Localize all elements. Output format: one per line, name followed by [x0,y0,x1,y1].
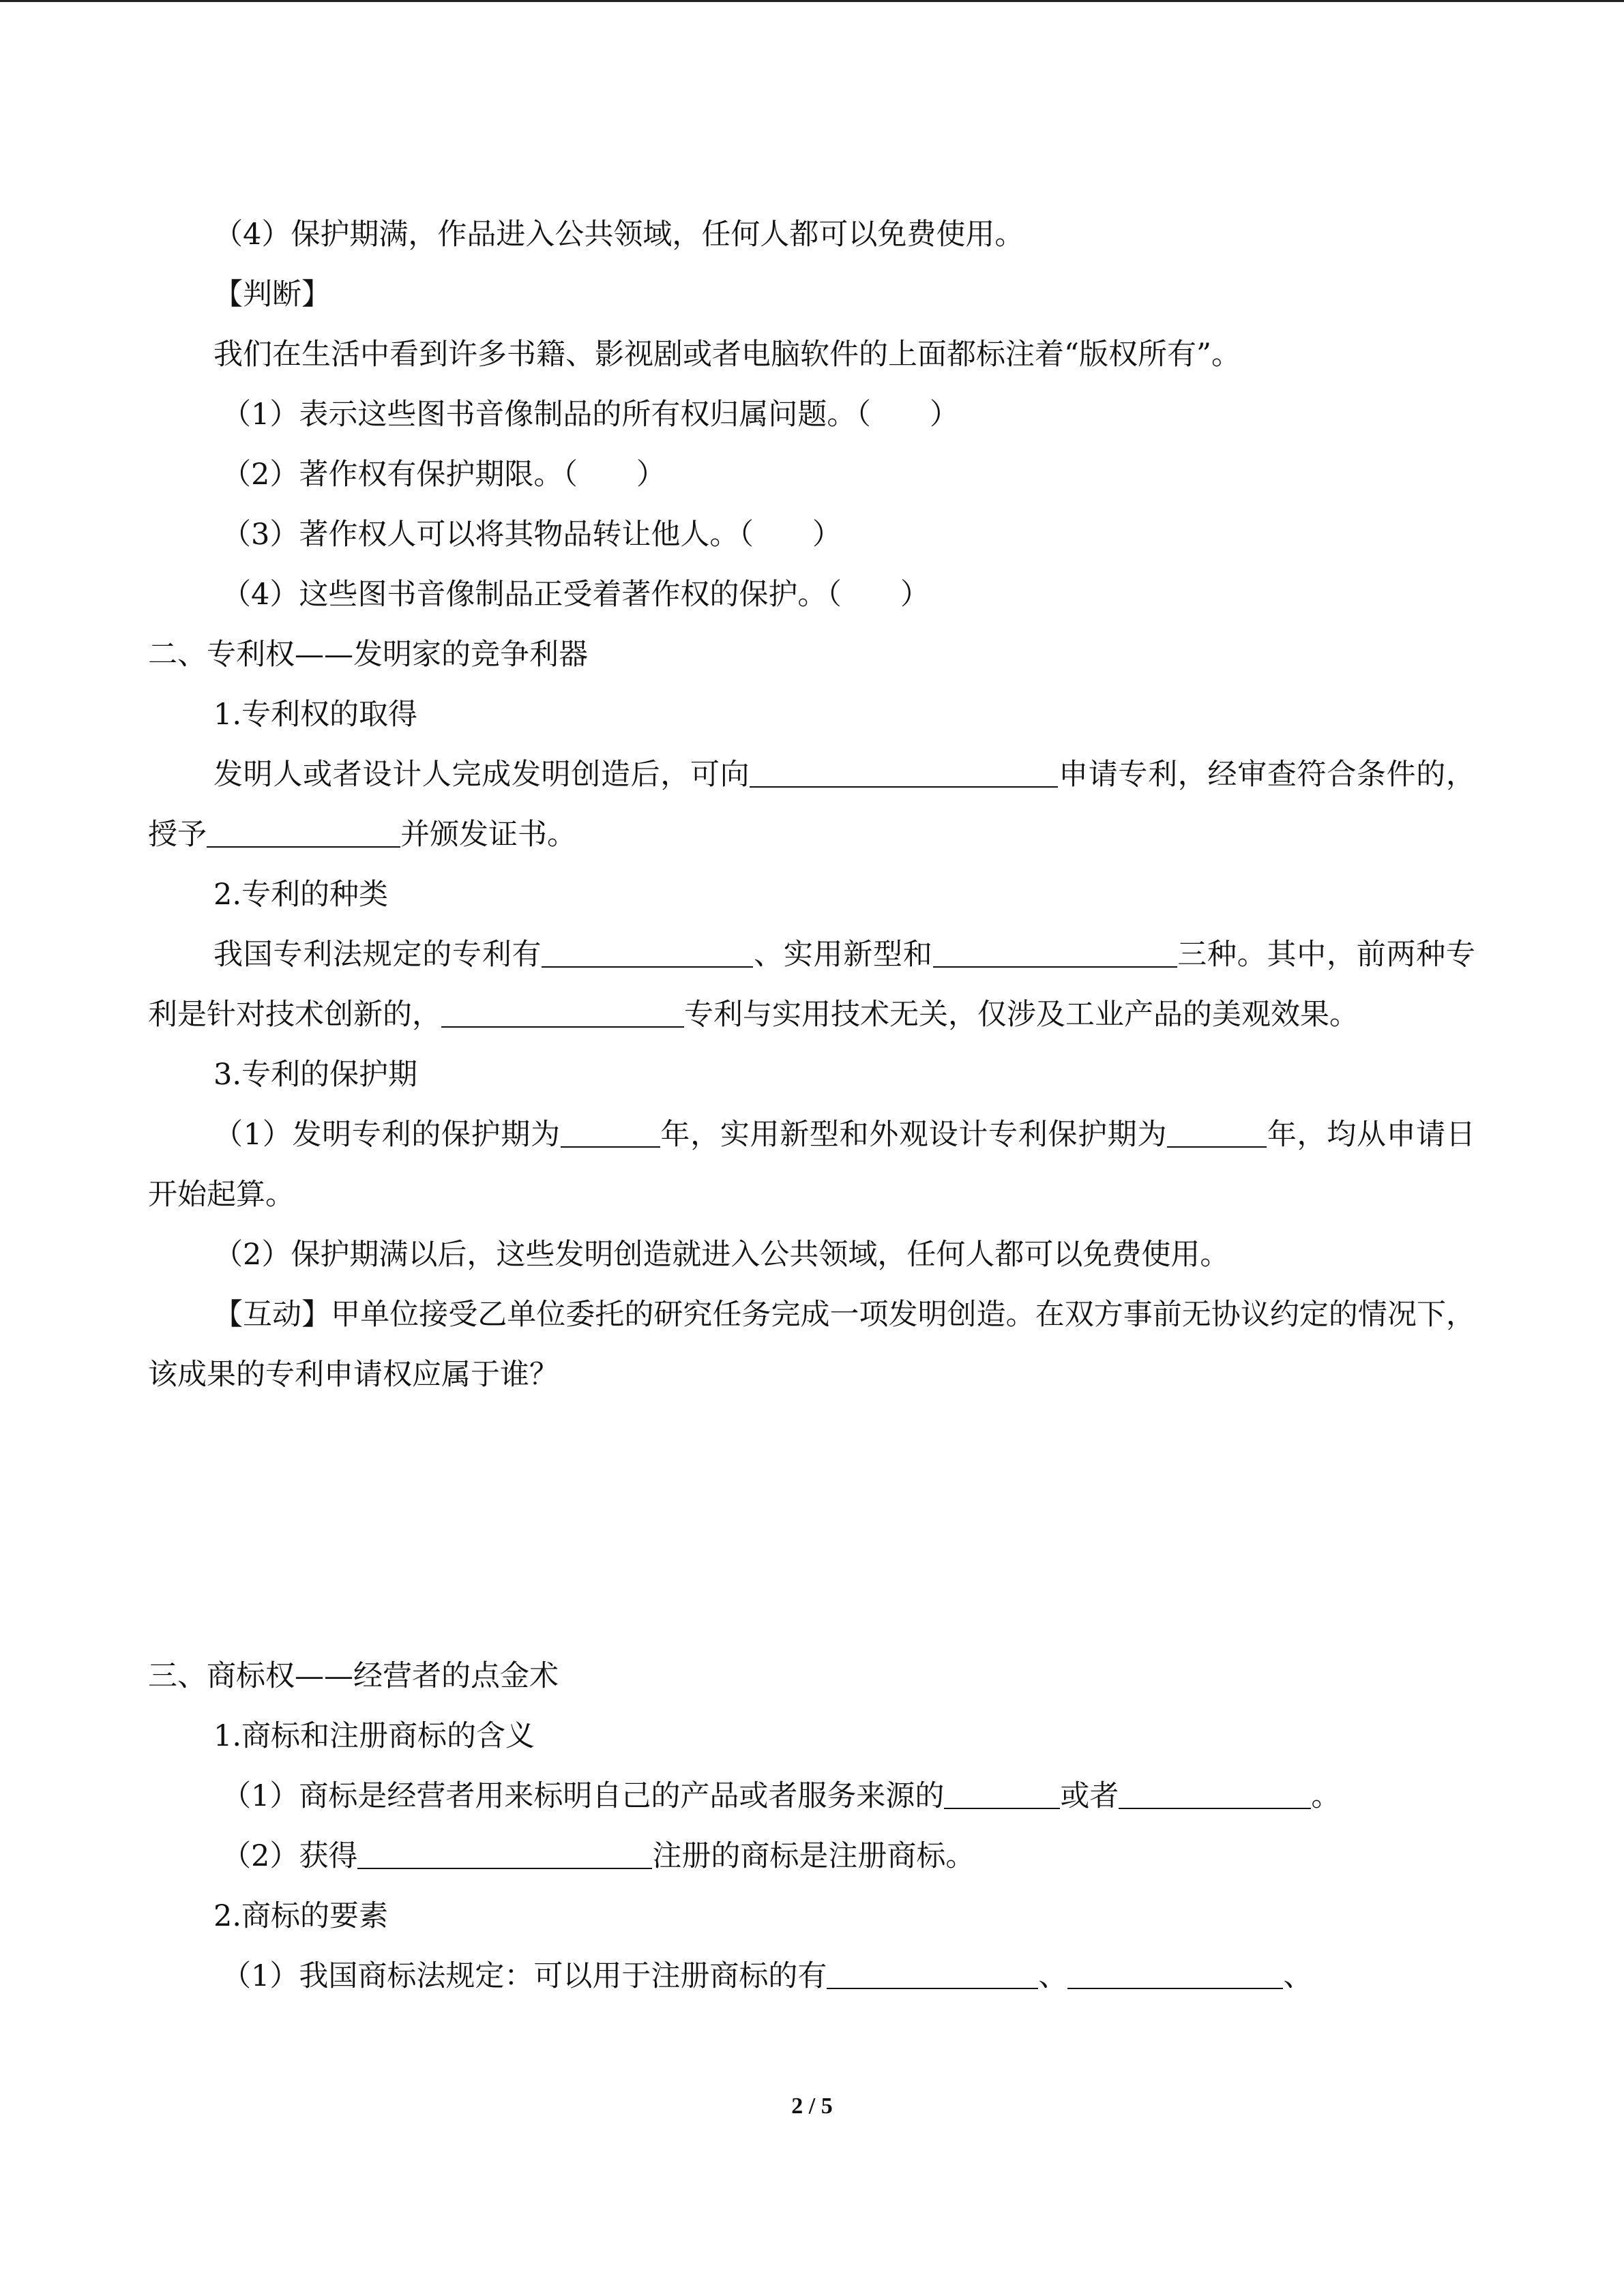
subheading-patent-term: 3.专利的保护期 [213,1058,418,1092]
copyright-point-4: （4）保护期满，作品进入公共领域，任何人都可以免费使用。 [213,218,1024,252]
fill-blank[interactable] [441,997,684,1028]
fill-blank[interactable] [561,1117,660,1148]
top-border-line [0,0,1624,2]
fill-blank[interactable] [207,817,400,848]
interaction-question: 【互动】甲单位接受乙单位委托的研究任务完成一项发明创造。在双方事前无协议约定的情况下，该成果的专利申请权应属于谁？ [148,1298,1475,1392]
fill-blank[interactable] [1167,1117,1267,1148]
section-heading-patent: 二、专利权——发明家的竞争利器 [148,638,588,672]
worksheet-content [148,205,1475,2006]
page-number: 2 / 5 [791,2093,833,2119]
trademark-point-1: （1）商标是经营者用来标明自己的产品或者服务来源的 或者 。 [222,1779,1341,1813]
paragraph-patent-term: （1）发明专利的保护期为 年，实用新型和外观设计专利保护期为 年，均从申请日开始起算。 [148,1118,1476,1212]
trademark-point-2: （2）获得 注册的商标是注册商标。 [222,1839,975,1873]
paragraph-patent-expiry: （2）保护期满以后，这些发明创造就进入公共领域，任何人都可以免费使用。 [213,1238,1230,1272]
subheading-trademark-elements: 2.商标的要素 [213,1899,389,1933]
judge-item-1: （1）表示这些图书音像制品的所有权归属问题。（ ） [222,398,959,432]
subheading-trademark-meaning: 1.商标和注册商标的含义 [213,1719,535,1753]
fill-blank[interactable] [827,1958,1038,1989]
trademark-elements-point-1: （1）我国商标法规定：可以用于注册商标的有 、 、 [222,1959,1313,1993]
fill-blank[interactable] [1119,1778,1311,1809]
fill-blank[interactable] [542,937,753,968]
answer-space [148,1405,1475,1646]
fill-blank[interactable] [1067,1958,1283,1989]
judge-heading: 【判断】 [213,278,331,312]
judge-item-2: （2）著作权有保护期限。（ ） [222,458,666,492]
paragraph-patent-acquisition: 发明人或者设计人完成发明创造后，可向 申请专利，经审查符合条件的，授予 并颁发证书。 [148,758,1475,852]
section-heading-trademark: 三、商标权——经营者的点金术 [148,1659,559,1693]
fill-blank[interactable] [933,937,1177,968]
judge-item-3: （3）著作权人可以将其物品转让他人。（ ） [222,518,842,552]
fill-blank[interactable] [750,757,1058,788]
subheading-patent-acquisition: 1.专利权的取得 [213,698,418,732]
fill-blank[interactable] [357,1838,652,1869]
judge-prompt: 我们在生活中看到许多书籍、影视剧或者电脑软件的上面都标注着“版权所有”。 [213,338,1241,372]
paragraph-patent-types: 我国专利法规定的专利有 、实用新型和 三种。其中，前两种专利是针对技术创新的， 专利与实用技术无关，仅涉及工业产品的美观效果。 [148,938,1475,1032]
judge-item-4: （4）这些图书音像制品正受着著作权的保护。（ ） [222,578,930,612]
fill-blank[interactable] [944,1778,1060,1809]
subheading-patent-types: 2.专利的种类 [213,878,389,912]
